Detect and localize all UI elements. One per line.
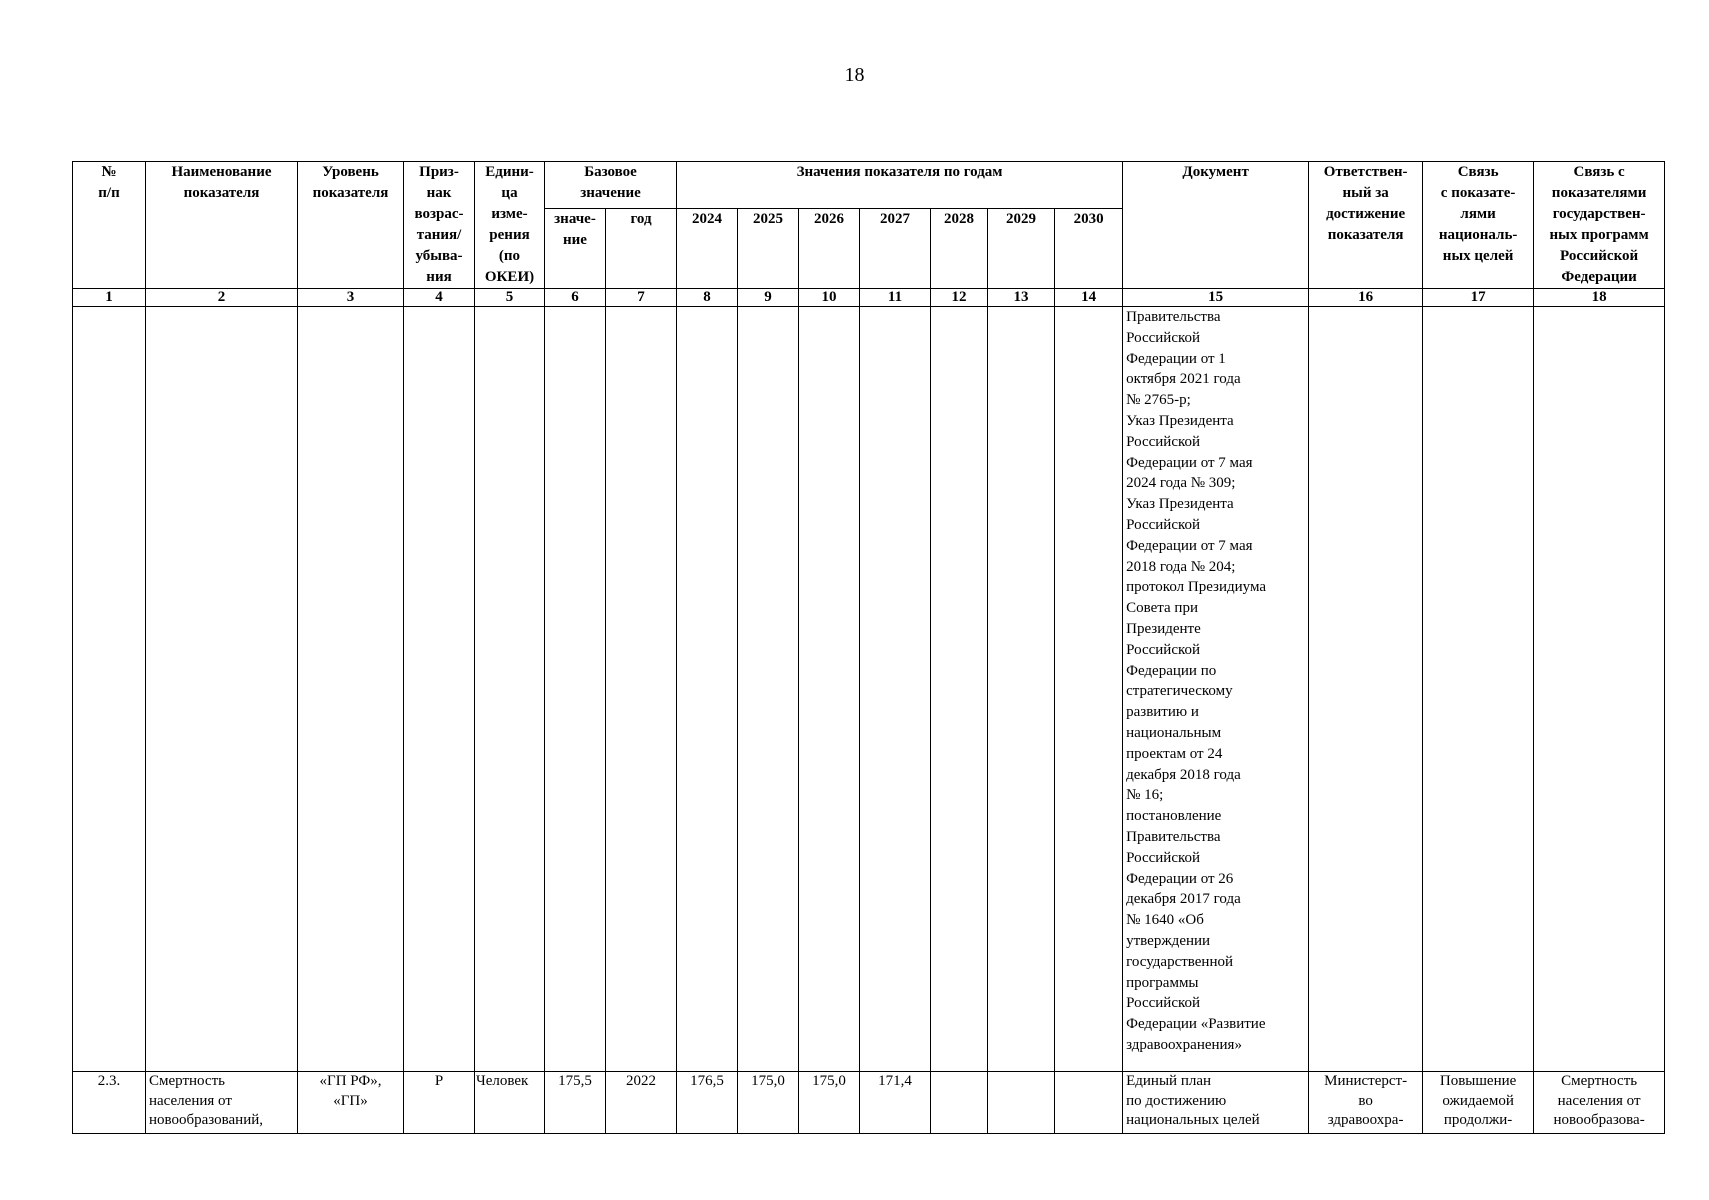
- document-cell: Единый план по достижению национальных целей: [1123, 1072, 1309, 1134]
- indicator-name: Смертность населения от новообразований,: [146, 1072, 298, 1134]
- column-number: 5: [475, 289, 545, 307]
- empty-cell: [146, 307, 298, 1072]
- empty-cell: [1055, 307, 1123, 1072]
- unit: Человек: [475, 1072, 545, 1134]
- base-year: 2022: [606, 1072, 677, 1134]
- empty-cell: [860, 307, 931, 1072]
- value-2026: 175,0: [799, 1072, 860, 1134]
- column-number: 4: [404, 289, 475, 307]
- header-base-value: значе- ние: [545, 209, 606, 289]
- indicators-table: [72, 161, 1665, 1134]
- indicator-level: «ГП РФ», «ГП»: [298, 1072, 404, 1134]
- header-year-2024: 2024: [677, 209, 738, 289]
- column-number: 18: [1534, 289, 1665, 307]
- row-number: 2.3.: [73, 1072, 146, 1134]
- value-2030: [1055, 1072, 1123, 1134]
- trend-sign: Р: [404, 1072, 475, 1134]
- column-number: 17: [1423, 289, 1534, 307]
- value-2028: [931, 1072, 988, 1134]
- column-number: 13: [988, 289, 1055, 307]
- header-year-2025: 2025: [738, 209, 799, 289]
- header-base-year: год: [606, 209, 677, 289]
- header-year-2028: 2028: [931, 209, 988, 289]
- column-number: 12: [931, 289, 988, 307]
- header-number: № п/п: [73, 162, 146, 289]
- header-national-goals-link: Связь с показате- лями националь- ных целей: [1423, 162, 1534, 289]
- header-trend-sign: Приз- нак возрас- тания/ убыва- ния: [404, 162, 475, 289]
- column-number: 3: [298, 289, 404, 307]
- column-number: 1: [73, 289, 146, 307]
- header-year-2026: 2026: [799, 209, 860, 289]
- header-year-2027: 2027: [860, 209, 931, 289]
- empty-cell: [545, 307, 606, 1072]
- column-number: 11: [860, 289, 931, 307]
- empty-cell: [799, 307, 860, 1072]
- column-number: 14: [1055, 289, 1123, 307]
- column-number: 10: [799, 289, 860, 307]
- header-document: Документ: [1123, 162, 1309, 289]
- value-2029: [988, 1072, 1055, 1134]
- value-2024: 176,5: [677, 1072, 738, 1134]
- header-row-1: [73, 162, 1665, 209]
- header-unit: Едини- ца изме- рения (по ОКЕИ): [475, 162, 545, 289]
- table-row-continuation: [73, 307, 1665, 1072]
- empty-cell: [738, 307, 799, 1072]
- base-value: 175,5: [545, 1072, 606, 1134]
- header-responsible: Ответствен- ный за достижение показателя: [1309, 162, 1423, 289]
- column-number: 6: [545, 289, 606, 307]
- empty-cell: [1534, 307, 1665, 1072]
- empty-cell: [677, 307, 738, 1072]
- header-year-2030: 2030: [1055, 209, 1123, 289]
- responsible-cell: Министерст- во здравоохра-: [1309, 1072, 1423, 1134]
- state-programs-link-cell: Смертность населения от новообразова-: [1534, 1072, 1665, 1134]
- column-number: 16: [1309, 289, 1423, 307]
- column-number: 15: [1123, 289, 1309, 307]
- empty-cell: [298, 307, 404, 1072]
- empty-cell: [475, 307, 545, 1072]
- header-state-programs-link: Связь с показателями государствен- ных программ Российской Федерации: [1534, 162, 1665, 289]
- header-year-2029: 2029: [988, 209, 1055, 289]
- empty-cell: [606, 307, 677, 1072]
- column-number: 9: [738, 289, 799, 307]
- column-numbers-row: [73, 289, 1665, 307]
- empty-cell: [404, 307, 475, 1072]
- page-number: 18: [844, 64, 865, 86]
- national-goals-link-cell: Повышение ожидаемой продолжи-: [1423, 1072, 1534, 1134]
- empty-cell: [73, 307, 146, 1072]
- empty-cell: [1309, 307, 1423, 1072]
- header-years-group: Значения показателя по годам: [677, 162, 1123, 209]
- value-2025: 175,0: [738, 1072, 799, 1134]
- value-2027: 171,4: [860, 1072, 931, 1134]
- column-number: 7: [606, 289, 677, 307]
- empty-cell: [931, 307, 988, 1072]
- column-number: 8: [677, 289, 738, 307]
- empty-cell: [1423, 307, 1534, 1072]
- document-cell: Правительства Российской Федерации от 1 октября 2021 года № 2765-р; Указ Президента Российской Федерации от 7 мая 2024 года № 309; Указ Президента Российской Федерации от 7 мая 2018 года № 204; протокол Президиума Совета при Президенте Российской Федерации по стратегическому развитию и национальным проектам от 24 декабря 2018 года № 16; постановление Правительства Российской Федерации от 26 декабря 2017 года № 1640 «Об утверждении государственной программы Российской Федерации «Развитие здравоохранения»: [1123, 307, 1309, 1072]
- header-indicator-name: Наименование показателя: [146, 162, 298, 289]
- header-indicator-level: Уровень показателя: [298, 162, 404, 289]
- header-base-value-group: Базовое значение: [545, 162, 677, 209]
- column-number: 2: [146, 289, 298, 307]
- empty-cell: [988, 307, 1055, 1072]
- table-row-2-3: [73, 1072, 1665, 1134]
